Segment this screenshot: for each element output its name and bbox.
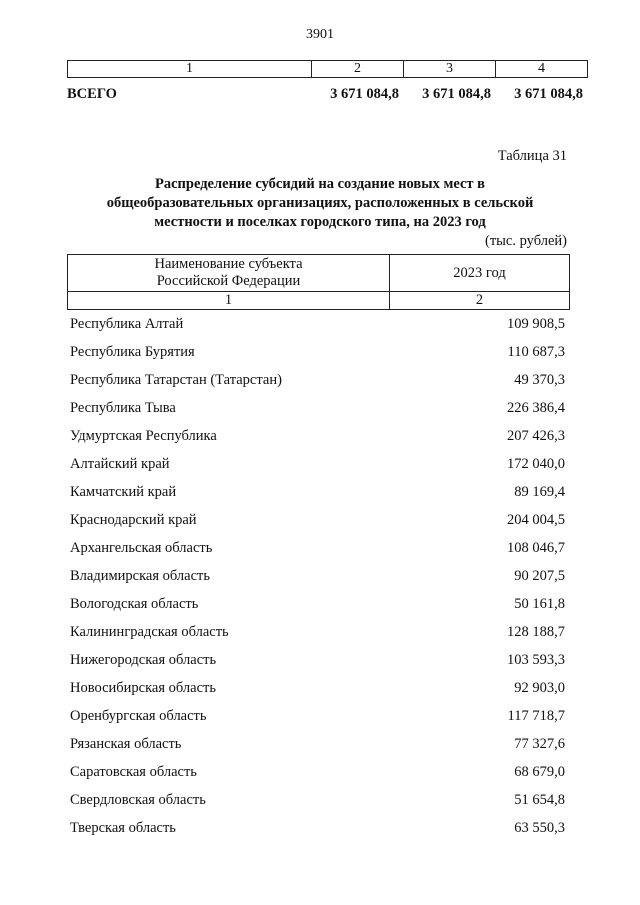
table-row (67, 568, 569, 596)
column-index-3: 3 (404, 61, 496, 78)
table-row (67, 764, 569, 792)
total-label: ВСЕГО (67, 86, 117, 102)
subsidy-value: 63 550,3 (514, 820, 565, 836)
region-name: Нижегородская область (70, 652, 217, 668)
subsidy-value: 204 004,5 (507, 512, 565, 528)
region-name: Тверская область (70, 820, 176, 836)
subsidy-value: 117 718,7 (507, 708, 565, 724)
region-name: Республика Тыва (70, 400, 176, 416)
table-row (67, 624, 569, 652)
subsidy-value: 49 370,3 (514, 372, 565, 388)
table-row (67, 736, 569, 764)
subsidy-value: 207 426,3 (507, 428, 565, 444)
total-value-3: 3 671 084,8 (514, 86, 583, 102)
column-index-1: 1 (68, 61, 312, 78)
region-name: Саратовская область (70, 764, 197, 780)
header-year: 2023 год (390, 255, 570, 292)
region-name: Алтайский край (70, 456, 170, 472)
table-title: Распределение субсидий на создание новых мест в общеобразовательных организациях, расположенных в сельской местности и поселках городского типа, на 2023 год (106, 176, 534, 230)
subsidy-value: 109 908,5 (507, 316, 565, 332)
region-name: Свердловская область (70, 792, 206, 808)
subsidy-value: 226 386,4 (507, 400, 565, 416)
page-number: 3901 (306, 27, 334, 42)
total-value-1: 3 671 084,8 (330, 86, 399, 102)
subsidy-value: 68 679,0 (514, 764, 565, 780)
region-name: Владимирская область (70, 568, 210, 584)
region-name: Новосибирская область (70, 680, 216, 696)
region-name: Калининградская область (70, 624, 229, 640)
table-header (67, 254, 570, 310)
table-body (67, 316, 569, 848)
header-index-2: 2 (390, 292, 570, 310)
subsidy-value: 51 654,8 (514, 792, 565, 808)
subsidy-value: 108 046,7 (507, 540, 565, 556)
total-row (67, 86, 587, 104)
region-name: Республика Алтай (70, 316, 184, 332)
table-row (67, 596, 569, 624)
table-row (67, 792, 569, 820)
total-value-2: 3 671 084,8 (422, 86, 491, 102)
subsidy-value: 172 040,0 (507, 456, 565, 472)
table-row (67, 540, 569, 568)
table-row (67, 428, 569, 456)
subsidy-value: 103 593,3 (507, 652, 565, 668)
column-index-4: 4 (496, 61, 588, 78)
table-row (67, 372, 569, 400)
region-name: Вологодская область (70, 596, 199, 612)
header-index-1: 1 (68, 292, 390, 310)
subsidy-value: 128 188,7 (507, 624, 565, 640)
subsidy-value: 77 327,6 (514, 736, 565, 752)
table-row (67, 512, 569, 540)
table-row (67, 652, 569, 680)
table-row (67, 708, 569, 736)
header-region-name-text: Наименование субъекта Российской Федерации (154, 256, 303, 289)
subsidy-value: 92 903,0 (514, 680, 565, 696)
table-row (67, 820, 569, 848)
subsidy-value: 90 207,5 (514, 568, 565, 584)
region-name: Архангельская область (70, 540, 213, 556)
column-index-2: 2 (312, 61, 404, 78)
region-name: Республика Бурятия (70, 344, 195, 360)
region-name: Рязанская область (70, 736, 182, 752)
table-row (67, 456, 569, 484)
region-name: Удмуртская Республика (70, 428, 217, 444)
region-name: Камчатский край (70, 484, 177, 500)
table-row (67, 680, 569, 708)
header-region-name (68, 255, 390, 292)
region-name: Республика Татарстан (Татарстан) (70, 372, 282, 388)
subsidy-value: 50 161,8 (514, 596, 565, 612)
table-row (67, 316, 569, 344)
table-row (67, 484, 569, 512)
table-number: Таблица 31 (497, 148, 567, 164)
unit-label: (тыс. рублей) (485, 233, 567, 249)
table-row (67, 400, 569, 428)
region-name: Краснодарский край (70, 512, 197, 528)
region-name: Оренбургская область (70, 708, 207, 724)
subsidy-value: 89 169,4 (514, 484, 565, 500)
table-row (67, 344, 569, 372)
subsidy-value: 110 687,3 (507, 344, 565, 360)
continued-table-header (67, 60, 588, 78)
